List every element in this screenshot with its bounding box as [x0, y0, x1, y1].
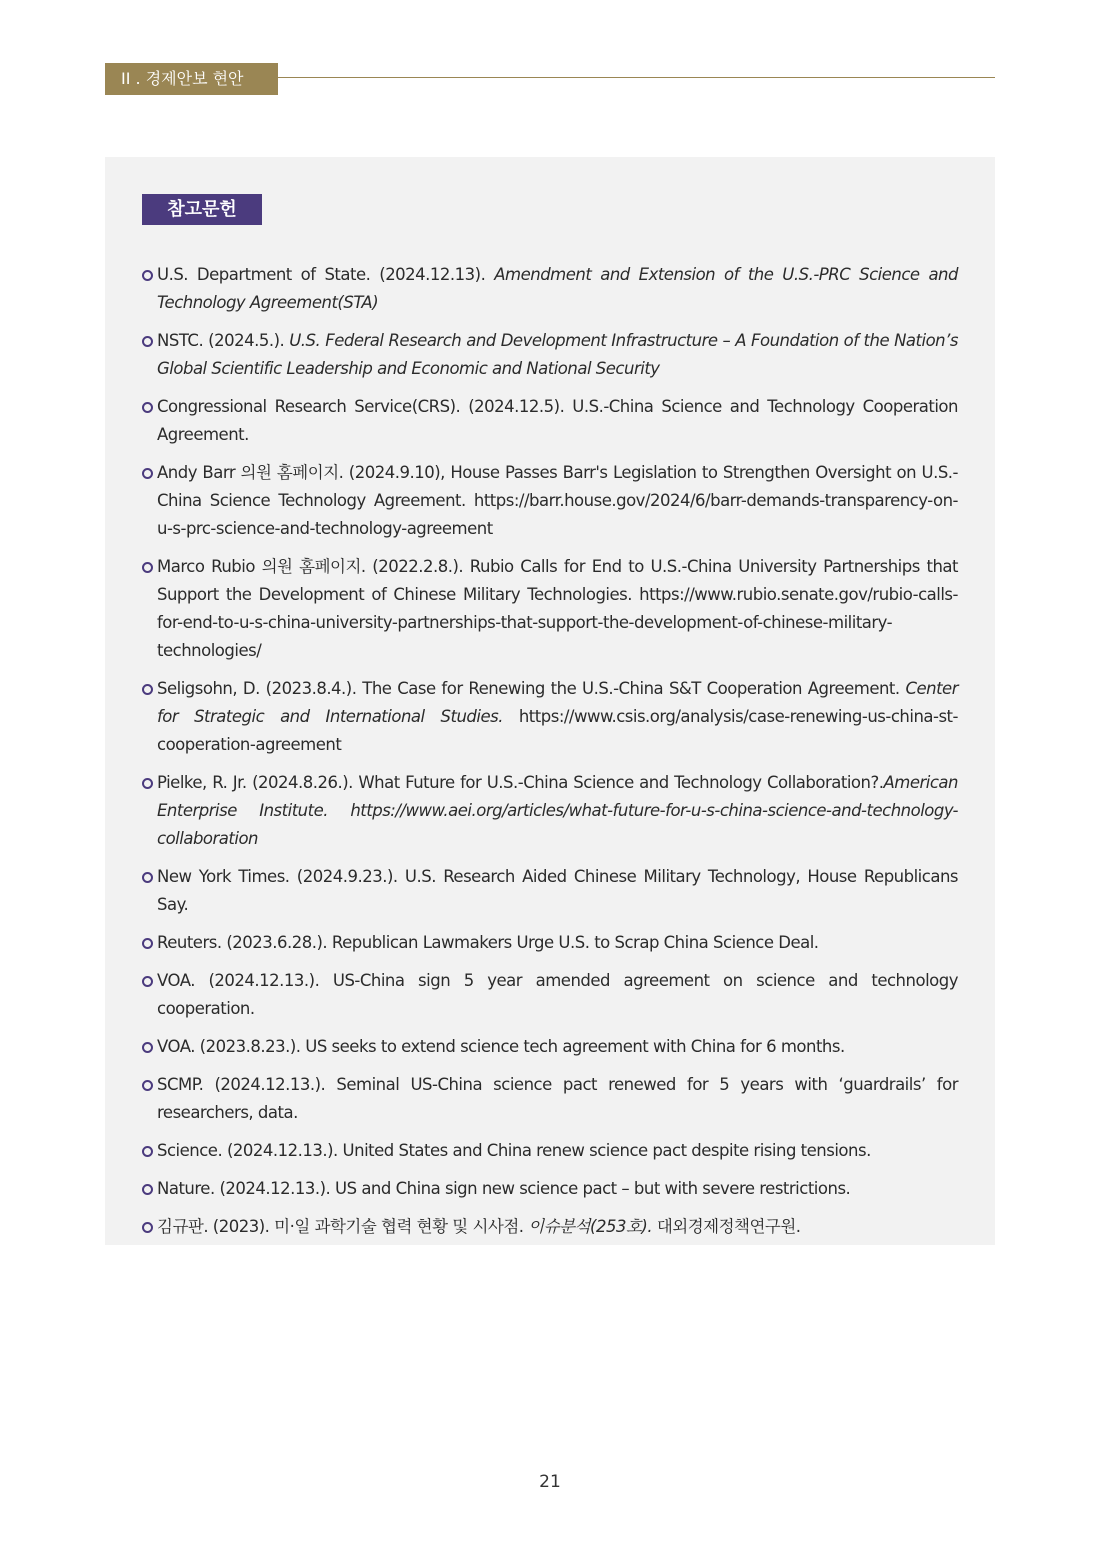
references-title: 참고문헌: [142, 194, 262, 225]
reference-item: [142, 769, 958, 853]
reference-text: Nature. (2024.12.13.). US and China sign new science pact – but with severe restrictions.: [157, 1179, 851, 1198]
reference-text: Reuters. (2023.6.28.). Republican Lawmakers Urge U.S. to Scrap China Science Deal.: [157, 933, 819, 952]
reference-text: Seligsohn, D. (2023.8.4.). The Case for Renewing the U.S.-China S&T Cooperation Agreement.: [157, 679, 906, 698]
circle-bullet-icon: [142, 270, 153, 281]
references-list: [142, 261, 958, 1251]
reference-text: Andy Barr 의원 홈페이지. (2024.9.10), House Passes Barr's Legislation to Strengthen Oversight on U.S.-China Science Technology Agreement. https://barr.house.gov/2024/6/barr-demands-transparency-on-u-s-prc-science-and-technology-agreement: [157, 463, 958, 538]
reference-item: [142, 1137, 958, 1165]
reference-item: [142, 261, 958, 317]
reference-italic-title: U.S. Federal Research and Development Infrastructure – A Foundation of the Nation’s Global Scientific Leadership and Economic and National Security: [157, 331, 958, 378]
reference-italic-title: Amendment and Extension of the U.S.-PRC Science and Technology Agreement(STA): [157, 265, 958, 312]
circle-bullet-icon: [142, 1146, 153, 1157]
reference-item: [142, 1033, 958, 1061]
circle-bullet-icon: [142, 1042, 153, 1053]
circle-bullet-icon: [142, 778, 153, 789]
reference-text: SCMP. (2024.12.13.). Seminal US-China science pact renewed for 5 years with ‘guardrails’ for researchers, data.: [157, 1075, 958, 1122]
circle-bullet-icon: [142, 562, 153, 573]
reference-item: [142, 1175, 958, 1203]
reference-text: Pielke, R. Jr. (2024.8.26.). What Future for U.S.-China Science and Technology Collaboration?.: [157, 773, 884, 792]
reference-item: [142, 553, 958, 665]
reference-italic-title: Center for Strategic and International Studies.: [157, 679, 958, 726]
circle-bullet-icon: [142, 336, 153, 347]
reference-text: Congressional Research Service(CRS). (2024.12.5). U.S.-China Science and Technology Cooperation Agreement.: [157, 397, 958, 444]
reference-item: [142, 327, 958, 383]
reference-text: U.S. Department of State. (2024.12.13).: [157, 265, 495, 284]
circle-bullet-icon: [142, 402, 153, 413]
header-divider: [278, 77, 995, 78]
reference-item: [142, 393, 958, 449]
reference-item: [142, 863, 958, 919]
reference-item: [142, 1071, 958, 1127]
reference-italic-title: American Enterprise Institute. https://www.aei.org/articles/what-future-for-u-s-china-science-and-technology-collaboration: [157, 773, 958, 848]
reference-item: [142, 1213, 958, 1241]
circle-bullet-icon: [142, 1080, 153, 1091]
reference-text: Science. (2024.12.13.). United States and China renew science pact despite rising tensions.: [157, 1141, 871, 1160]
reference-item: [142, 675, 958, 759]
references-box: [105, 157, 995, 1245]
circle-bullet-icon: [142, 976, 153, 987]
circle-bullet-icon: [142, 872, 153, 883]
reference-text: Marco Rubio 의원 홈페이지. (2022.2.8.). Rubio Calls for End to U.S.-China University Partnerships that Support the Development of Chinese Military Technologies. https://www.rubio.senate.gov/rubio-calls-for-end-to-u-s-china-university-partnerships-that-support-the-development-of-chinese-military-technologies/: [157, 557, 958, 660]
reference-text-tail: 대외경제정책연구원.: [652, 1217, 801, 1236]
circle-bullet-icon: [142, 938, 153, 949]
reference-text: 김규판. (2023). 미·일 과학기술 협력 현황 및 시사점.: [157, 1217, 529, 1236]
reference-item: [142, 459, 958, 543]
reference-item: [142, 929, 958, 957]
reference-item: [142, 967, 958, 1023]
page-number: 21: [539, 1472, 561, 1492]
section-label: II . 경제안보 현안: [105, 63, 278, 95]
reference-text: New York Times. (2024.9.23.). U.S. Research Aided Chinese Military Technology, House Republicans Say.: [157, 867, 958, 914]
reference-text: VOA. (2023.8.23.). US seeks to extend science tech agreement with China for 6 months.: [157, 1037, 845, 1056]
reference-text-tail: https://www.csis.org/analysis/case-renewing-us-china-st-cooperation-agreement: [157, 707, 958, 754]
circle-bullet-icon: [142, 468, 153, 479]
circle-bullet-icon: [142, 1222, 153, 1233]
reference-italic-title: 이슈분석(253호).: [528, 1217, 653, 1236]
section-header: [105, 63, 995, 95]
circle-bullet-icon: [142, 684, 153, 695]
reference-text: VOA. (2024.12.13.). US-China sign 5 year amended agreement on science and technology cooperation.: [157, 971, 958, 1018]
circle-bullet-icon: [142, 1184, 153, 1195]
reference-text: NSTC. (2024.5.).: [157, 331, 290, 350]
